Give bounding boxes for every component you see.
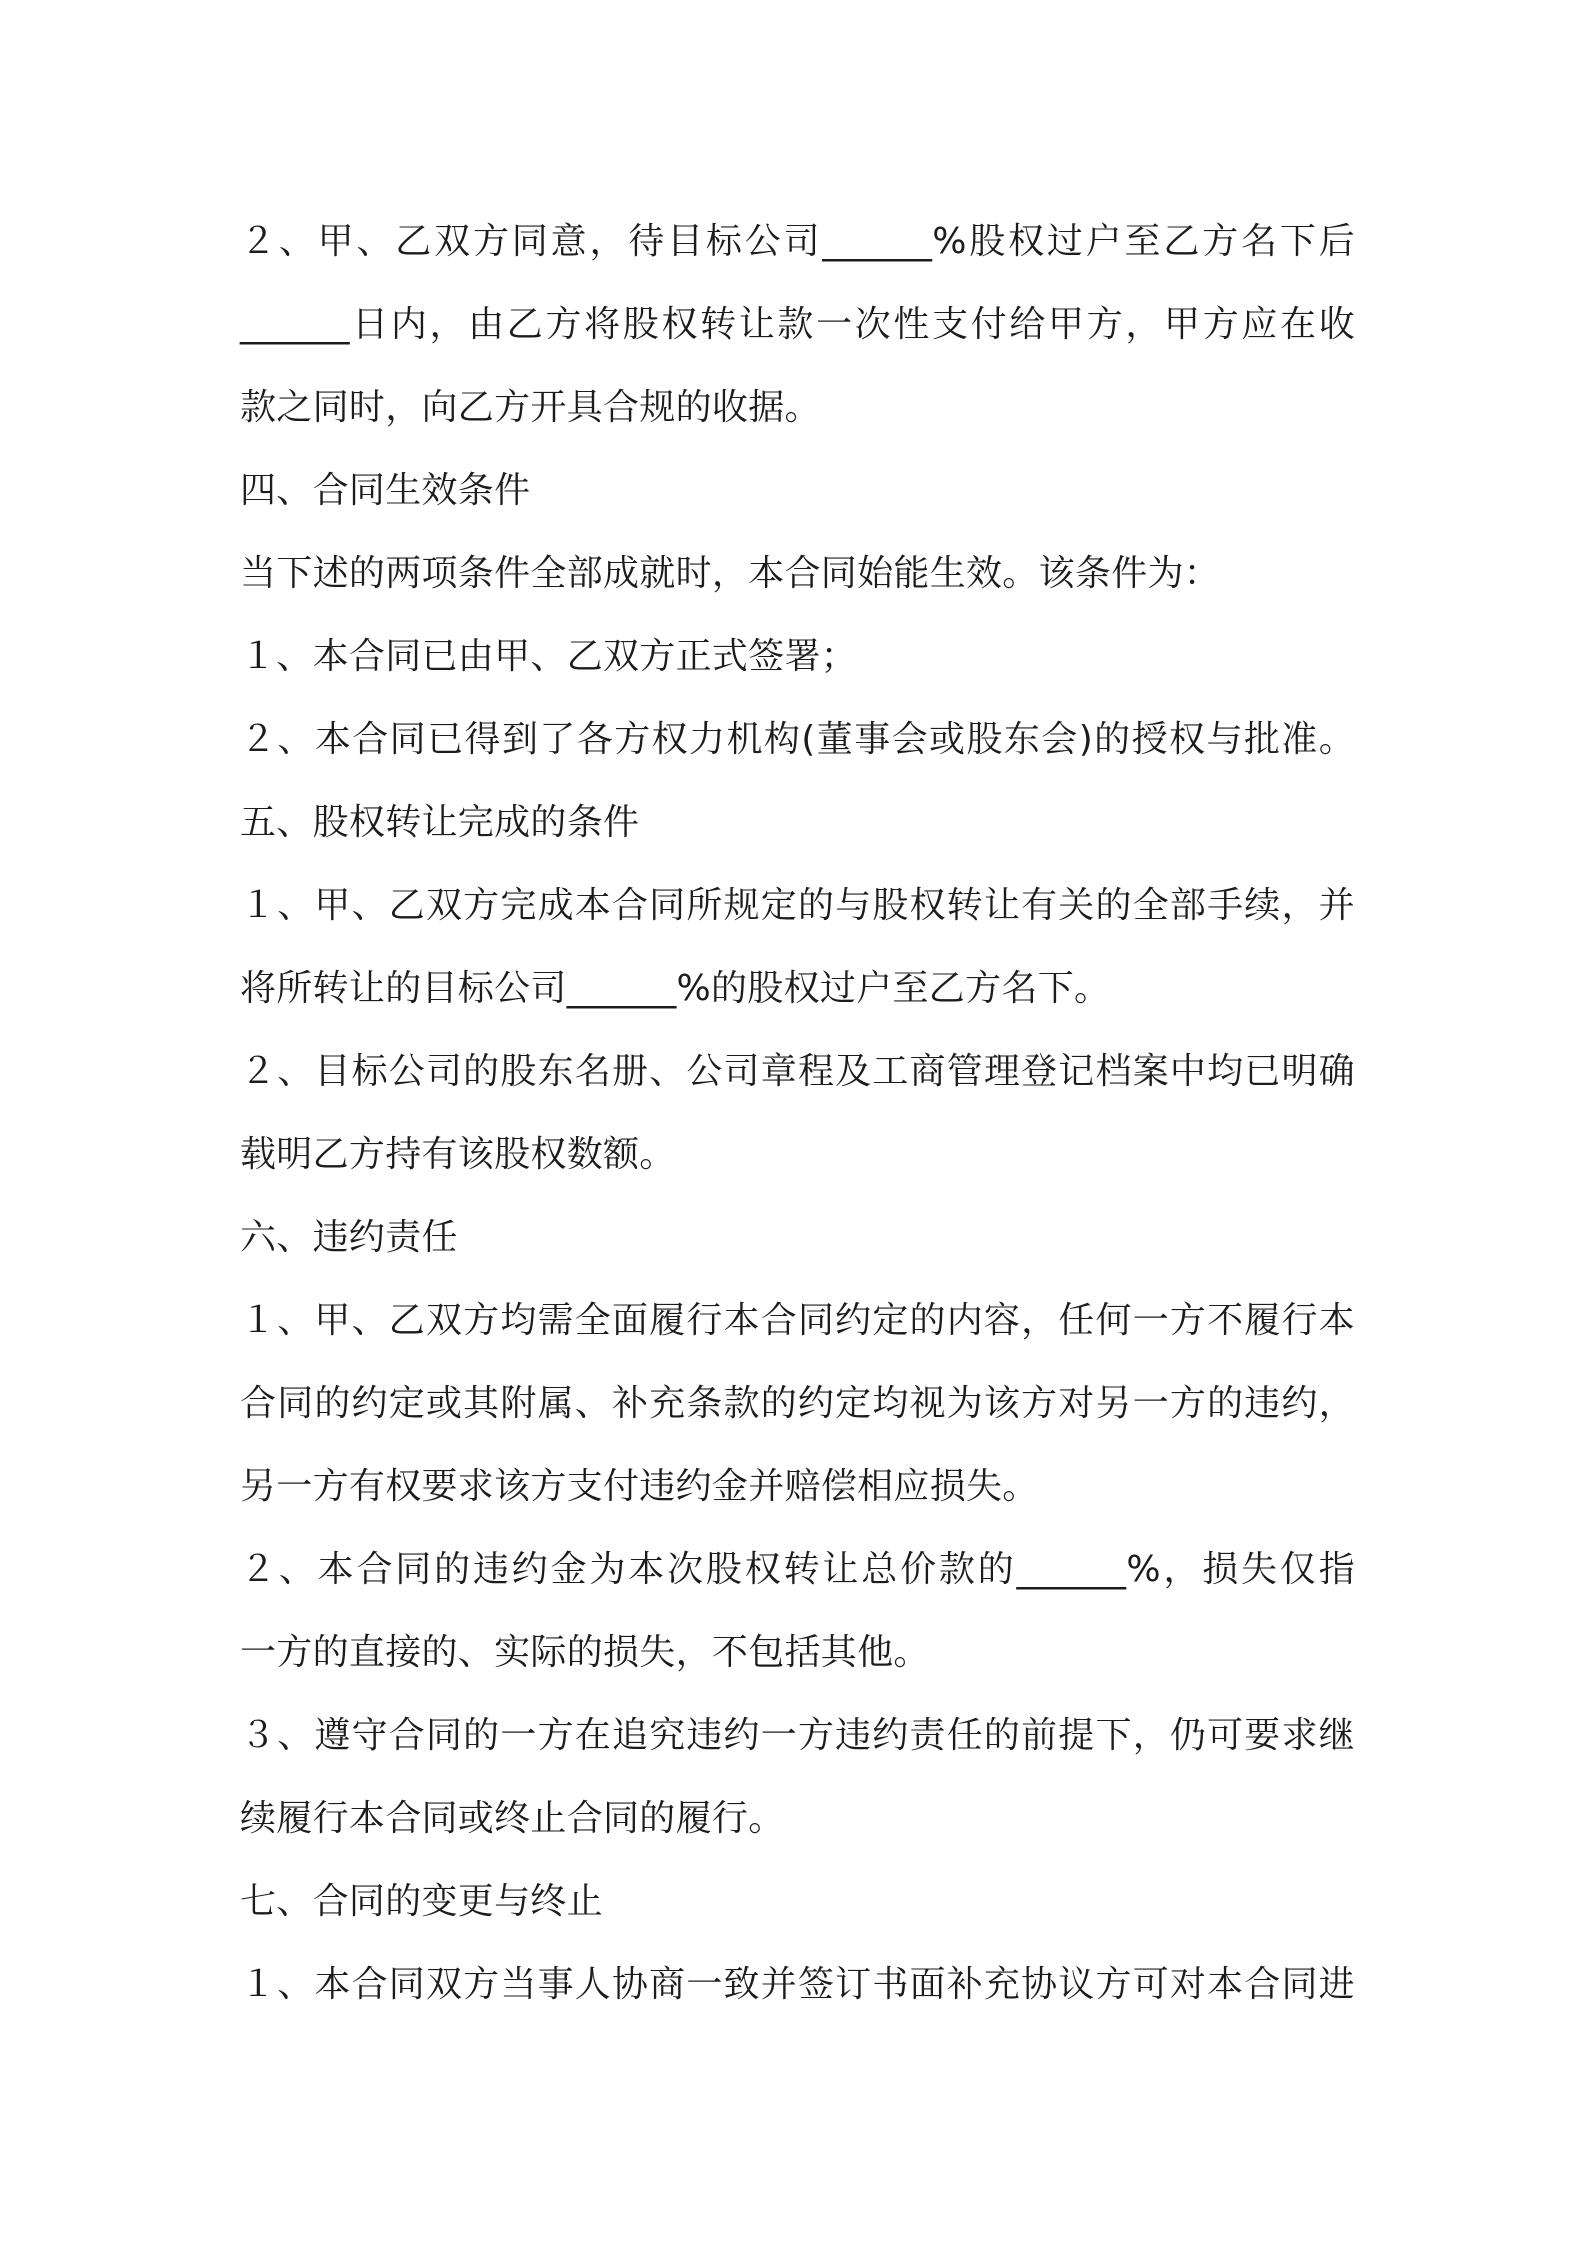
section-heading: 五、股权转让完成的条件 (240, 802, 640, 843)
document-body (240, 200, 1355, 2026)
paragraph-line: 当下述的两项条件全部成就时，本合同始能生效。该条件为： (240, 553, 1221, 594)
section-heading: 七、合同的变更与终止 (240, 1881, 604, 1922)
section-heading: 六、违约责任 (240, 1217, 458, 1258)
paragraph-line: 将所转让的目标公司______%的股权过户至乙方名下。 (240, 968, 1111, 1009)
paragraph-line: ２、目标公司的股东名册、公司章程及工商管理登记档案中均已明确 (240, 1051, 1355, 1092)
paragraph-line: 载明乙方持有该股权数额。 (240, 1134, 676, 1175)
paragraph-line: ２、本合同已得到了各方权力机构(董事会或股东会)的授权与批准。 (240, 719, 1355, 760)
paragraph-line: 一方的直接的、实际的损失，不包括其他。 (240, 1632, 930, 1673)
paragraph-line: 合同的约定或其附属、补充条款的约定均视为该方对另一方的违约， (240, 1383, 1355, 1424)
paragraph-line: 款之同时，向乙方开具合规的收据。 (240, 387, 821, 428)
paragraph-line: ３、遵守合同的一方在追究违约一方违约责任的前提下，仍可要求继 (240, 1715, 1355, 1756)
paragraph-line: ２、本合同的违约金为本次股权转让总价款的______%，损失仅指 (240, 1549, 1355, 1590)
paragraph-line: １、本合同已由甲、乙双方正式签署； (240, 636, 858, 677)
paragraph-line: 另一方有权要求该方支付违约金并赔偿相应损失。 (240, 1466, 1039, 1507)
paragraph-line: 续履行本合同或终止合同的履行。 (240, 1798, 785, 1839)
paragraph-line: ２、甲、乙双方同意，待目标公司______%股权过户至乙方名下后 (240, 221, 1355, 262)
paragraph-line: １、本合同双方当事人协商一致并签订书面补充协议方可对本合同进 (240, 1964, 1355, 2005)
paragraph-line: １、甲、乙双方均需全面履行本合同约定的内容，任何一方不履行本 (240, 1300, 1355, 1341)
paragraph-line: １、甲、乙双方完成本合同所规定的与股权转让有关的全部手续，并 (240, 885, 1355, 926)
section-heading: 四、合同生效条件 (240, 470, 531, 511)
paragraph-line: ______日内，由乙方将股权转让款一次性支付给甲方，甲方应在收 (240, 304, 1355, 345)
